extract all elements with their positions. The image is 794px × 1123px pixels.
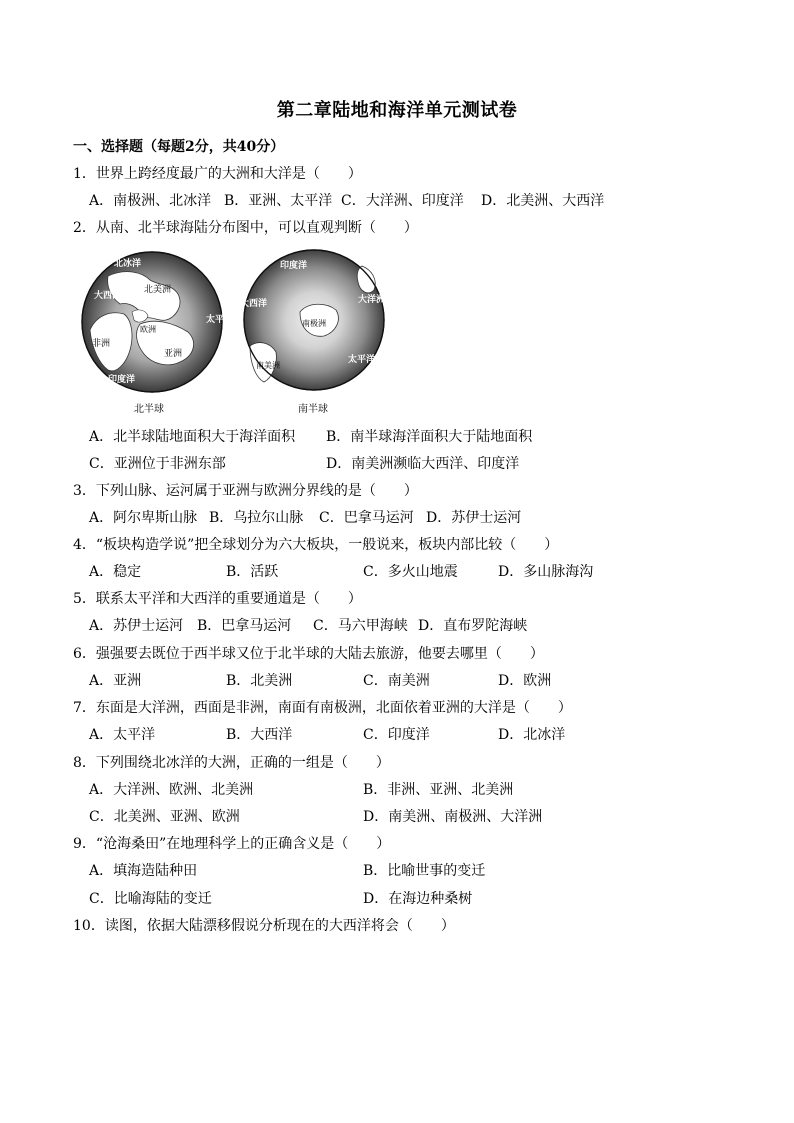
question-9-stem: 9．“沧海桑田”在地理科学上的正确含义是（ ） [73,836,391,852]
question-10-stem: 10．读图，依据大陆漂移假说分析现在的大西洋将会（ ） [73,918,455,934]
option[interactable]: C．南美洲 [363,673,430,689]
south-hemisphere-caption: 南半球 [298,404,328,415]
hemisphere-map-figure [80,246,392,418]
option[interactable]: D．北冰洋 [498,727,566,743]
south-label-antarctica: 南极洲 [302,319,326,328]
option[interactable]: A．稳定 [89,564,142,580]
north-label-atlantic: 大西洋 [94,291,122,301]
option[interactable]: C．多火山地震 [363,564,458,580]
option[interactable]: B．亚洲、太平洋 [224,193,333,209]
north-label-indian: 印度洋 [108,375,136,385]
north-hemisphere-globe [82,252,233,392]
option[interactable]: D．直布罗陀海峡 [418,618,528,634]
section-title: 一、选择题（每题2分，共40分） [73,139,285,155]
option[interactable]: A．亚洲 [89,673,142,689]
option[interactable]: D．南美洲、南极洲、大洋洲 [363,809,543,825]
option[interactable]: A．大洋洲、欧洲、北美洲 [89,782,254,798]
question-3-stem: 3．下列山脉、运河属于亚洲与欧洲分界线的是（ ） [73,483,418,499]
north-label-pacific: 太平洋 [206,315,234,325]
option[interactable]: A．阿尔卑斯山脉 [89,510,198,526]
option[interactable]: C．亚洲位于非洲东部 [89,456,226,472]
south-label-pacific: 太平洋 [348,355,376,365]
south-label-oceania: 大洋洲 [358,295,386,305]
question-4-stem: 4．“板块构造学说”把全球划分为六大板块，一般说来，板块内部比较（ ） [73,537,559,553]
option[interactable]: B．北美洲 [226,673,293,689]
option[interactable]: C．大洋洲、印度洋 [341,193,464,209]
option[interactable]: D．欧洲 [498,673,552,689]
page-title: 第二章陆地和海洋单元测试卷 [276,100,518,121]
option[interactable]: B．乌拉尔山脉 [209,510,304,526]
question-2-stem: 2．从南、北半球海陆分布图中，可以直观判断（ ） [73,220,418,236]
option[interactable]: A．南极洲、北冰洋 [89,193,212,209]
north-label-asia: 亚洲 [164,349,183,359]
option[interactable]: B．非洲、亚洲、北美洲 [363,782,514,798]
option[interactable]: D．南美洲濒临大西洋、印度洋 [326,456,520,472]
north-label-north-america: 北美洲 [144,285,172,295]
option[interactable]: D．苏伊士运河 [426,510,522,526]
question-5-stem: 5．联系太平洋和大西洋的重要通道是（ ） [73,591,362,607]
north-label-arctic: 北冰洋 [114,259,142,269]
option[interactable]: D．多山脉海沟 [498,564,594,580]
option[interactable]: B．活跃 [226,564,279,580]
option[interactable]: B．巴拿马运河 [197,618,292,634]
question-8-stem: 8．下列围绕北冰洋的大洲，正确的一组是（ ） [73,755,390,771]
option[interactable]: A．北半球陆地面积大于海洋面积 [89,429,296,445]
south-label-indian: 印度洋 [280,261,308,271]
option[interactable]: C．印度洋 [363,727,430,743]
option[interactable]: A．填海造陆种田 [89,863,198,879]
option[interactable]: C．马六甲海峡 [313,618,408,634]
option[interactable]: B．南半球海洋面积大于陆地面积 [326,429,533,445]
option[interactable]: B．比喻世事的变迁 [363,863,486,879]
south-hemisphere-globe [240,250,385,390]
south-label-south-america: 南美洲 [256,361,280,370]
option[interactable]: C．比喻海陆的变迁 [89,891,212,907]
question-6-stem: 6．强强要去既位于西半球又位于北半球的大陆去旅游，他要去哪里（ ） [73,646,544,662]
option[interactable]: A．苏伊士运河 [89,618,184,634]
option[interactable]: D．北美洲、大西洋 [481,193,605,209]
question-7-stem: 7．东面是大洋洲，西面是非洲，南面有南极洲，北面依着亚洲的大洋是（ ） [73,700,572,716]
option[interactable]: B．大西洋 [226,727,293,743]
north-label-africa: 非洲 [92,339,111,349]
option[interactable]: C．北美洲、亚洲、欧洲 [89,809,240,825]
option[interactable]: C．巴拿马运河 [319,510,414,526]
option[interactable]: D．在海边种桑树 [363,891,473,907]
north-label-europe: 欧洲 [140,325,156,334]
question-1-stem: 1．世界上跨经度最广的大洲和大洋是（ ） [73,166,362,182]
south-label-atlantic: 大西洋 [240,299,268,309]
option[interactable]: A．太平洋 [89,727,156,743]
north-hemisphere-caption: 北半球 [134,404,164,415]
